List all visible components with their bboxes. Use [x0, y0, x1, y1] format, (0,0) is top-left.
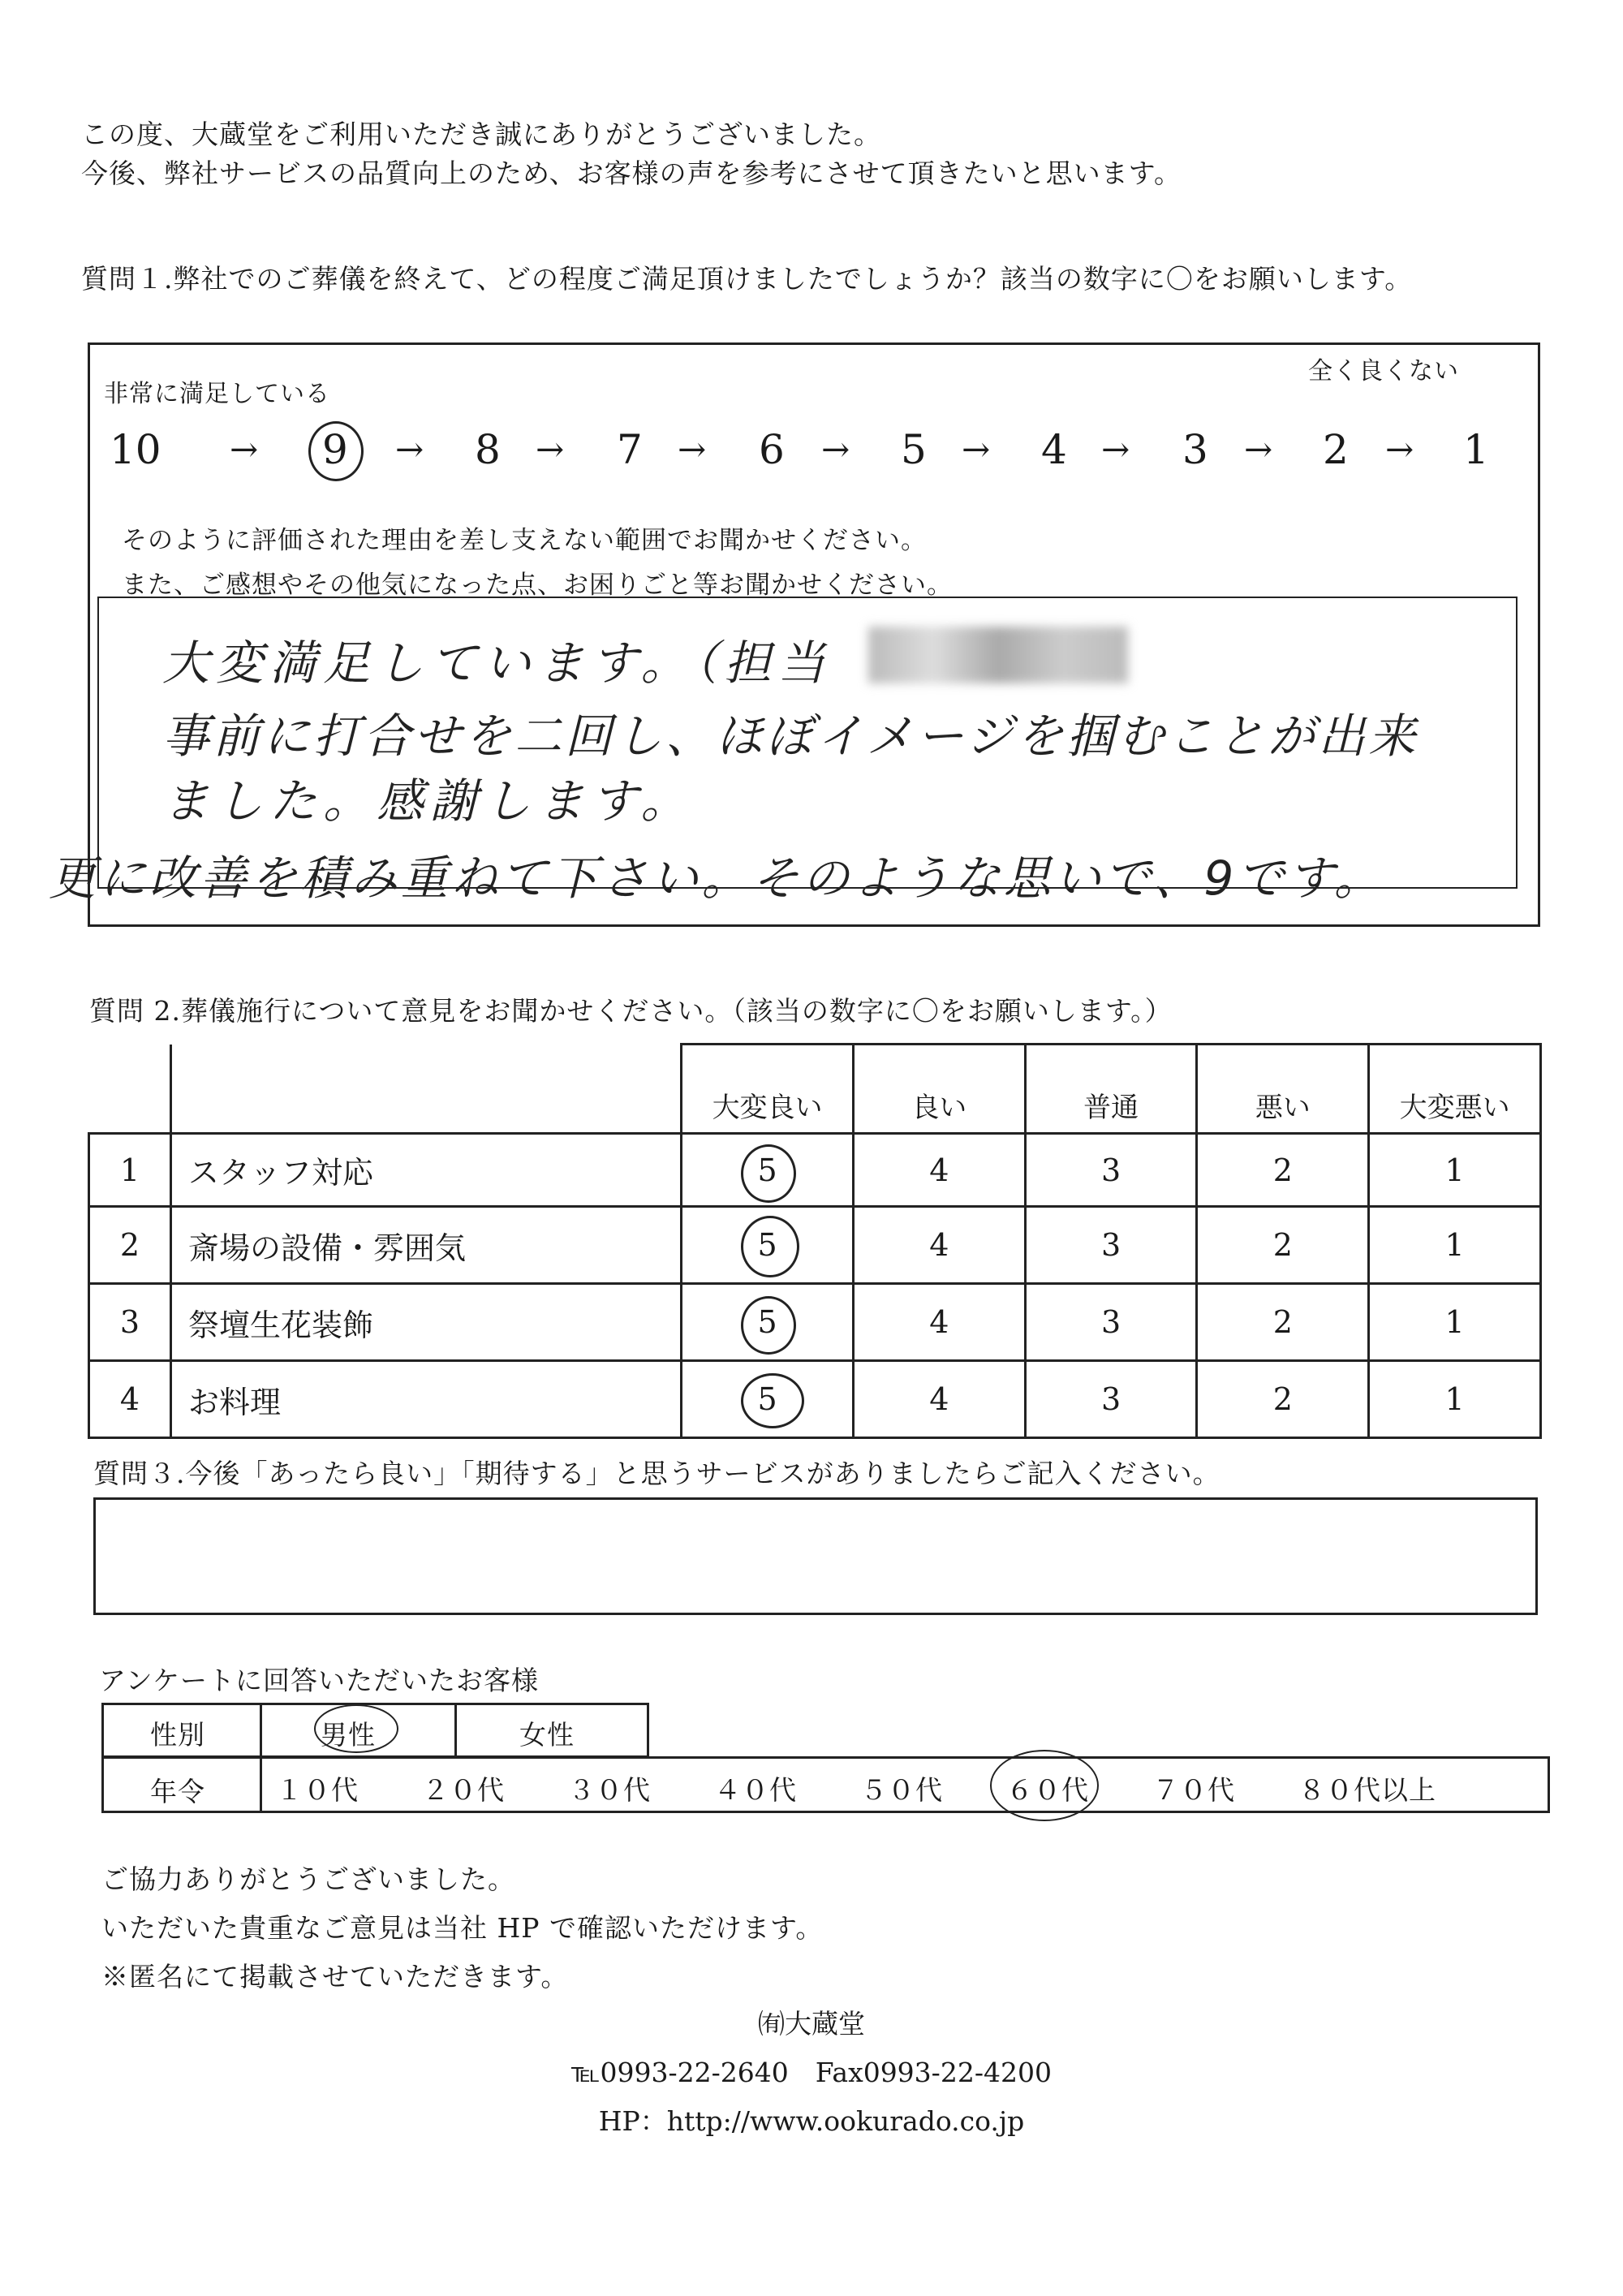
q3-question: 質問３.今後「あったら良い」「期待する」と思うサービスがありましたらご記入ください。 [93, 1458, 1220, 1489]
closing-line-1: ご協力ありがとうございました。 [101, 1863, 515, 1895]
scale-option-10[interactable]: 10 [110, 426, 161, 473]
q1-prompt-2: また、ご感想やその他気になった点、お困りごと等お聞かせください。 [122, 571, 953, 600]
q1-label-low: 全く良くない [1308, 357, 1459, 386]
score-option: 5 [757, 1227, 777, 1263]
redacted-name-blur [868, 627, 1128, 683]
age-option-20s[interactable]: ２０代 [422, 1774, 505, 1806]
company-phone: ℡0993-22-2640 Fax0993-22-4200 [571, 2057, 1052, 2088]
scale-option-1[interactable]: 1 [1463, 426, 1489, 473]
age-label: 年令 [150, 1776, 205, 1807]
score-option[interactable]: 1 [1369, 1284, 1541, 1361]
scale-arrow: → [1244, 429, 1273, 469]
q2-question: 質問 2.葬儀施行について意見をお聞かせください。（該当の数字に〇をお願いします。） [89, 995, 1173, 1027]
scale-arrow: → [678, 429, 707, 469]
score-option[interactable]: 3 [1025, 1134, 1197, 1207]
row-item: 祭壇生花装飾 [170, 1284, 681, 1361]
scale-option-7[interactable]: 7 [617, 426, 643, 473]
header-very-good: 大変良い [682, 1045, 854, 1134]
table-row [89, 1361, 1541, 1438]
age-option-80s-plus[interactable]: ８０代以上 [1298, 1774, 1436, 1806]
row-item: 斎場の設備・雰囲気 [170, 1207, 681, 1284]
intro-line-2: 今後、弊社サービスの品質向上のため、お客様の声を参考にさせて頂きたいと思います。 [81, 157, 1182, 189]
closing-line-2: いただいた貴重なご意見は当社 HP で確認いただけます。 [101, 1912, 824, 1944]
selected-circle-mark [741, 1216, 799, 1277]
score-option: 5 [757, 1381, 777, 1417]
score-option[interactable]: 2 [1197, 1284, 1369, 1361]
scale-arrow: → [1385, 429, 1414, 469]
score-option[interactable]: 2 [1197, 1361, 1369, 1438]
respondent-title: アンケートに回答いただいたお客様 [99, 1665, 540, 1696]
closing-line-3: ※匿名にて掲載させていただきます。 [101, 1961, 569, 1992]
selected-circle-mark [741, 1144, 796, 1203]
score-option[interactable]: 1 [1369, 1361, 1541, 1438]
gender-label: 性別 [150, 1719, 205, 1751]
selected-circle-mark [308, 421, 364, 481]
age-option-10s[interactable]: １０代 [276, 1774, 359, 1806]
q1-label-high: 非常に満足している [104, 380, 330, 408]
scale-option-9[interactable]: 9 [322, 426, 348, 473]
row-item: お料理 [170, 1361, 681, 1438]
scale-arrow: → [1101, 429, 1130, 469]
table-row [89, 1134, 1541, 1207]
table-row [89, 1284, 1541, 1361]
q2-table [88, 1043, 1542, 1439]
intro-line-1: この度、大蔵堂をご利用いただき誠にありがとうございました。 [81, 118, 881, 150]
score-option: 5 [757, 1304, 777, 1340]
score-option: 5 [757, 1152, 777, 1188]
header-very-bad: 大変悪い [1369, 1045, 1541, 1134]
header-good: 良い [853, 1045, 1025, 1134]
company-hp[interactable]: HP：http://www.ookurado.co.jp [598, 2105, 1025, 2137]
age-option-60s[interactable]: ６０代 [1006, 1774, 1089, 1806]
age-option-30s[interactable]: ３０代 [568, 1774, 651, 1806]
score-option[interactable]: 4 [853, 1284, 1025, 1361]
age-option-50s[interactable]: ５０代 [860, 1774, 943, 1806]
q1-scale [110, 426, 1505, 483]
table-row [89, 1207, 1541, 1284]
row-number: 4 [89, 1361, 171, 1438]
scale-arrow: → [230, 429, 259, 469]
header-average: 普通 [1025, 1045, 1197, 1134]
scale-option-3[interactable]: 3 [1182, 426, 1208, 473]
scale-arrow: → [536, 429, 565, 469]
scale-option-6[interactable]: 6 [759, 426, 785, 473]
q1-question: 質問１.弊社でのご葬儀を終えて、どの程度ご満足頂けましたでしょうか？該当の数字に〇をお願いします。 [81, 263, 1413, 295]
q1-answer-line-2: 事前に打合せを二回し、ほぼイメージを掴むことが出来 [162, 709, 1419, 764]
q3-answer-box[interactable] [93, 1497, 1538, 1615]
age-option-70s[interactable]: ７０代 [1152, 1774, 1235, 1806]
score-option[interactable]: 2 [1197, 1134, 1369, 1207]
score-option[interactable]: 3 [1025, 1361, 1197, 1438]
scale-arrow: → [821, 429, 850, 469]
row-item: スタッフ対応 [170, 1134, 681, 1207]
selected-circle-mark [990, 1750, 1099, 1821]
gender-option-female[interactable]: 女性 [519, 1719, 575, 1751]
score-option[interactable]: 4 [853, 1361, 1025, 1438]
respondent-table [101, 1703, 1550, 1816]
score-option[interactable]: 3 [1025, 1284, 1197, 1361]
age-option-40s[interactable]: ４０代 [714, 1774, 797, 1806]
score-option[interactable]: 1 [1369, 1134, 1541, 1207]
gender-option-male[interactable]: 男性 [321, 1719, 376, 1751]
score-option[interactable]: 2 [1197, 1207, 1369, 1284]
score-option[interactable]: 3 [1025, 1207, 1197, 1284]
row-number: 3 [89, 1284, 171, 1361]
row-number: 2 [89, 1207, 171, 1284]
q1-prompt-1: そのように評価された理由を差し支えない範囲でお聞かせください。 [122, 526, 927, 555]
scale-option-4[interactable]: 4 [1041, 426, 1067, 473]
q1-answer-line-3: ました。感謝します。 [162, 773, 695, 829]
scale-option-5[interactable]: 5 [901, 426, 927, 473]
score-option[interactable]: 4 [853, 1134, 1025, 1207]
score-option[interactable]: 4 [853, 1207, 1025, 1284]
selected-circle-mark [741, 1373, 804, 1428]
header-bad: 悪い [1197, 1045, 1369, 1134]
q2-header-row [89, 1045, 1541, 1134]
selected-circle-mark [741, 1296, 796, 1355]
q1-answer-line-4: 更に改善を積み重ねて下さい。そのような思いで、9です。 [49, 851, 1384, 906]
scale-option-2[interactable]: 2 [1323, 426, 1349, 473]
row-number: 1 [89, 1134, 171, 1207]
q1-answer-line-1: 大変満足しています。（担当 [162, 635, 832, 691]
company-name: ㈲大蔵堂 [758, 2008, 865, 2040]
scale-arrow: → [395, 429, 424, 469]
score-option[interactable]: 1 [1369, 1207, 1541, 1284]
scale-arrow: → [962, 429, 991, 469]
scale-option-8[interactable]: 8 [475, 426, 501, 473]
selected-circle-mark [314, 1704, 398, 1753]
